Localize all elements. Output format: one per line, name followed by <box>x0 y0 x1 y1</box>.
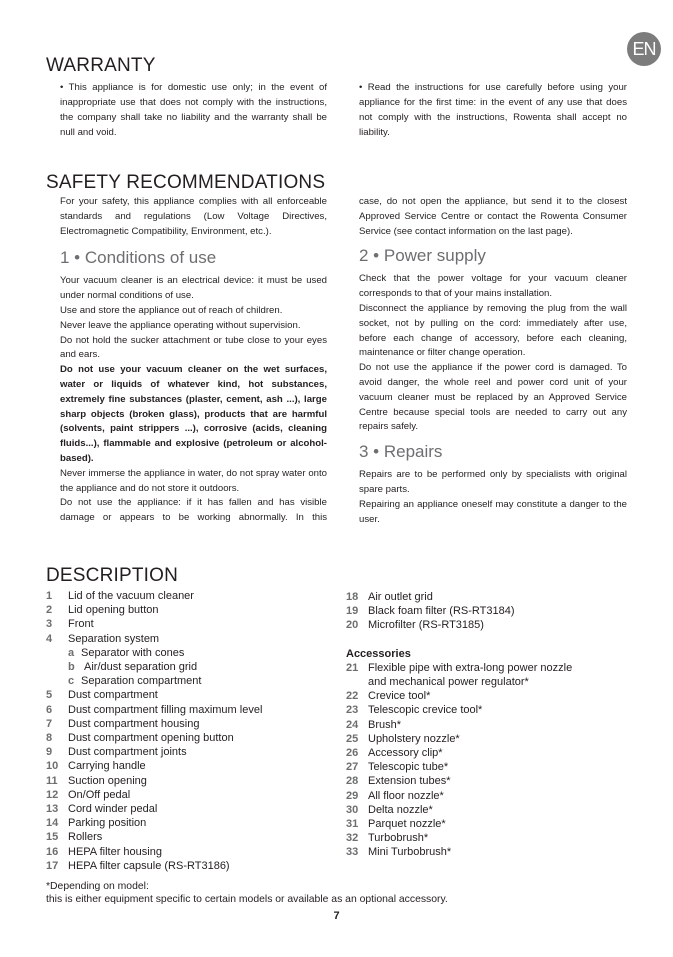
sub-item-label: Air/dust separation grid <box>84 661 198 674</box>
item-number: 2 <box>46 604 53 617</box>
list-item <box>346 604 636 618</box>
item-label: On/Off pedal <box>68 788 131 801</box>
description-heading: DESCRIPTION <box>46 565 179 586</box>
item-label: Brush* <box>368 718 402 731</box>
item-number: 15 <box>46 831 59 844</box>
item-label: Carrying handle <box>68 760 146 773</box>
footnote-line: *Depending on model: <box>46 881 149 892</box>
sub-item-letter: a <box>68 646 75 659</box>
item-label: Dust compartment opening button <box>68 732 234 745</box>
list-item <box>46 632 336 646</box>
conditions-paragraph: Never immerse the appliance in water, do not spray water onto the appliance and do not store it outdoors. <box>60 467 327 494</box>
item-number: 17 <box>46 859 59 872</box>
conditions-paragraph-continued: case, do not open the appliance, but send it to the closest Approved Service Centre or contact the Rowenta Consumer Service (see contact information on the last page). <box>359 196 627 237</box>
list-item <box>346 590 636 604</box>
item-number: 13 <box>46 803 59 816</box>
item-label: Upholstery nozzle* <box>368 732 460 745</box>
safety-heading: SAFETY RECOMMENDATIONS <box>46 172 326 193</box>
item-label: Black foam filter (RS-RT3184) <box>368 605 515 618</box>
list-item <box>346 817 636 831</box>
list-item <box>346 831 636 845</box>
list-item <box>46 830 336 844</box>
item-label: Extension tubes* <box>368 775 451 788</box>
list-item <box>46 589 336 603</box>
item-number: 24 <box>346 718 359 731</box>
sub-list-item <box>46 674 336 688</box>
item-label: Dust compartment housing <box>68 717 200 730</box>
item-number: 11 <box>46 774 58 787</box>
item-label: Microfilter (RS-RT3185) <box>368 619 484 632</box>
safety-intro: For your safety, this appliance complies with all enforceable standards and regulations (Low Voltage Directives, Electromagnetic Compatibility, Environment, etc.). <box>60 196 327 237</box>
item-number: 27 <box>346 761 359 774</box>
power-supply-heading: 2 • Power supply <box>359 246 486 266</box>
item-label: Air outlet grid <box>368 591 433 603</box>
item-number: 20 <box>346 619 359 632</box>
list-item <box>46 617 336 631</box>
item-label: Parking position <box>68 817 147 830</box>
warranty-right-text <box>359 80 627 140</box>
item-label: Lid of the vacuum cleaner <box>68 590 194 602</box>
item-label: Flexible pipe with extra-long power nozzle <box>368 661 573 674</box>
safety-right-column <box>359 195 627 527</box>
accessories-heading: Accessories <box>346 647 411 660</box>
item-label: Accessory clip* <box>368 747 443 760</box>
conditions-paragraph: Do not hold the sucker attachment or tube close to your eyes and ears. <box>60 334 327 361</box>
item-label: Delta nozzle* <box>368 803 433 816</box>
item-number: 21 <box>346 661 359 674</box>
list-item <box>46 603 336 617</box>
item-label: Mini Turbobrush* <box>368 846 452 859</box>
list-item <box>346 732 636 746</box>
list-item <box>46 731 336 745</box>
list-item <box>46 703 336 717</box>
item-number: 6 <box>46 703 53 716</box>
item-label: Dust compartment filling maximum level <box>68 703 263 716</box>
sub-list-item <box>46 646 336 660</box>
item-label: Suction opening <box>68 774 147 787</box>
conditions-paragraph: Never leave the appliance operating without supervision. <box>60 319 301 331</box>
description-right-list <box>346 590 636 860</box>
item-number: 1 <box>46 590 53 602</box>
list-item <box>46 802 336 816</box>
item-label: All floor nozzle* <box>368 789 444 802</box>
sub-item-label: Separation compartment <box>81 675 202 688</box>
item-label: HEPA filter capsule (RS-RT3186) <box>68 859 230 872</box>
list-item <box>46 774 336 788</box>
repairs-paragraph: Repairs are to be performed only by specialists with original spare parts. <box>359 469 627 495</box>
item-number: 4 <box>46 632 53 645</box>
language-badge: EN <box>627 32 661 66</box>
list-item <box>346 803 636 817</box>
list-item <box>346 661 636 675</box>
item-number: 25 <box>346 732 359 745</box>
list-item <box>46 688 336 702</box>
conditions-paragraph: Use and store the appliance out of reach of children. <box>60 304 283 316</box>
item-number: 31 <box>346 818 359 831</box>
warranty-left-text <box>60 80 327 140</box>
warranty-right-paragraph: • Read the instructions for use carefully before using your appliance for the first time: in the event of any use that does not comply with the instructions, Rowenta shall accept no liability. <box>359 82 627 138</box>
item-number: 16 <box>46 845 59 858</box>
item-label: Dust compartment <box>68 689 158 702</box>
item-number: 19 <box>346 605 359 618</box>
item-label: Rollers <box>68 831 103 844</box>
item-number: 33 <box>346 846 359 859</box>
list-item <box>346 689 636 703</box>
item-label: Dust compartment joints <box>68 746 187 759</box>
item-label: Lid opening button <box>68 604 159 617</box>
description-left-list <box>46 589 336 873</box>
item-number: 8 <box>46 732 53 745</box>
power-supply-paragraph: Do not use the appliance if the power cord is damaged. To avoid danger, the whole reel and power cord unit of your vacuum cleaner must be replaced by an Approved Service Centre because special tools are needed to carry out any repairs safely. <box>359 362 627 433</box>
list-item <box>46 859 336 873</box>
item-label-continued: and mechanical power regulator* <box>368 676 529 689</box>
sub-item-label: Separator with cones <box>81 646 185 659</box>
item-label: Parquet nozzle* <box>368 818 446 831</box>
conditions-paragraph: Your vacuum cleaner is an electrical device: it must be used under normal conditions of use. <box>60 275 327 302</box>
item-label: Cord winder pedal <box>68 803 158 816</box>
page-number: 7 <box>333 910 340 922</box>
item-number: 22 <box>346 690 359 703</box>
item-label: Turbobrush* <box>368 832 429 845</box>
sub-item-letter: c <box>68 675 75 688</box>
warranty-heading: WARRANTY <box>46 55 156 76</box>
list-item <box>346 845 636 859</box>
item-number: 10 <box>46 760 59 773</box>
repairs-heading: 3 • Repairs <box>359 442 443 462</box>
item-number: 23 <box>346 704 359 717</box>
item-number: 7 <box>46 717 53 730</box>
item-number: 30 <box>346 803 359 816</box>
list-item <box>46 816 336 830</box>
conditions-warning-bold: Do not use your vacuum cleaner on the wet surfaces, water or liquids of whatever kind, hot substances, extremely fine substances (plaster, cement, ash ...), large sharp objects (broken glass), products that are harmful (solvents, paint strippers ...), corrosive (acids, cleaning fluids...), flammable and explosive (petroleum or alcohol-based). <box>60 364 327 464</box>
item-number: 3 <box>46 618 53 631</box>
conditions-of-use-heading: 1 • Conditions of use <box>60 248 217 268</box>
list-item <box>46 759 336 773</box>
sub-item-letter: b <box>68 661 75 674</box>
item-number: 14 <box>46 817 59 830</box>
warranty-left-paragraph: • This appliance is for domestic use only; in the event of inappropriate use that does not comply with the instructions, the company shall take no liability and the warranty shall be null and void. <box>60 82 327 138</box>
list-item <box>46 745 336 759</box>
power-supply-paragraph: Disconnect the appliance by removing the plug from the wall socket, not by pulling on the cord: immediately after use, before each change of accessory, before each cleaning, maintenance or filter change operation. <box>359 302 627 359</box>
list-item <box>346 746 636 760</box>
item-number: 9 <box>46 746 53 759</box>
list-item <box>46 717 336 731</box>
conditions-paragraph: Do not use the appliance: if it has fallen and has visible damage or appears to be working abnormally. In this <box>60 497 327 524</box>
item-number: 5 <box>46 689 53 702</box>
list-item <box>346 618 636 632</box>
list-item <box>46 788 336 802</box>
item-number: 12 <box>46 788 59 801</box>
item-number: 29 <box>346 789 359 802</box>
power-supply-paragraph: Check that the power voltage for your vacuum cleaner corresponds to that of your mains installation. <box>359 273 627 300</box>
list-item <box>346 774 636 788</box>
list-item <box>346 760 636 774</box>
item-number: 18 <box>346 591 359 603</box>
safety-left-column <box>60 195 327 526</box>
item-label: Front <box>68 618 94 631</box>
item-number: 32 <box>346 832 359 845</box>
list-item <box>46 845 336 859</box>
list-item <box>346 703 636 717</box>
item-label: HEPA filter housing <box>68 845 162 858</box>
sub-list-item <box>46 660 336 674</box>
item-label: Telescopic tube* <box>368 761 449 774</box>
item-label: Crevice tool* <box>368 690 431 703</box>
list-item <box>346 718 636 732</box>
item-label: Telescopic crevice tool* <box>368 704 483 717</box>
repairs-paragraph: Repairing an appliance oneself may constitute a danger to the user. <box>359 498 627 525</box>
item-number: 26 <box>346 747 359 760</box>
item-label: Separation system <box>68 632 160 645</box>
footnote <box>46 881 448 906</box>
item-number: 28 <box>346 775 359 788</box>
list-item <box>346 789 636 803</box>
footnote-line: this is either equipment specific to certain models or available as an optional accessory. <box>46 893 448 905</box>
